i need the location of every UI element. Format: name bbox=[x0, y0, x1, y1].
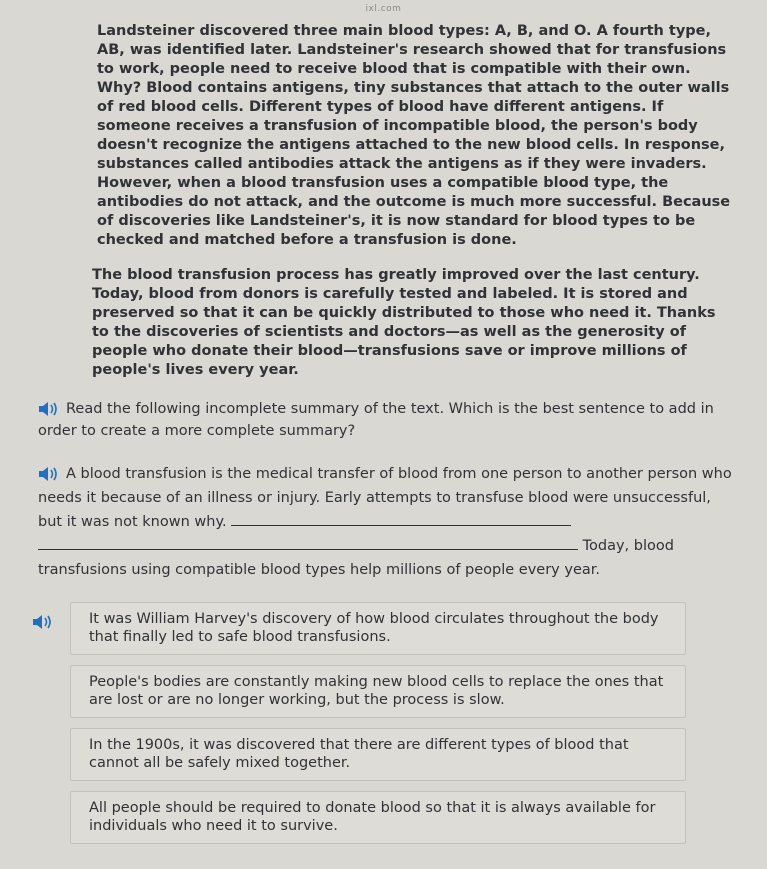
answer-choice-2[interactable]: People's bodies are constantly making new blood cells to replace the ones that are lost or are no longer working, but the process is slow. bbox=[70, 665, 686, 718]
site-domain: ixl.com bbox=[365, 4, 402, 14]
summary-text-part-2: Today, blood transfusions using compatible blood types help millions of people every year. bbox=[38, 538, 674, 578]
speaker-icon[interactable] bbox=[38, 401, 60, 417]
incomplete-summary bbox=[38, 462, 738, 582]
answer-choice-4[interactable]: All people should be required to donate blood so that it is always available for individuals who need it to survive. bbox=[70, 791, 686, 844]
passage-text-2: The blood transfusion process has greatly improved over the last century. Today, blood from donors is carefully tested and labeled. It is stored and preserved so that it can be quickly distributed to those who need it. Thanks to the discoveries of scientists and doctors—as well as the generosity of people who donate their blood—transfusions save or improve millions of people's lives every year. bbox=[92, 267, 716, 378]
choice-row-4 bbox=[30, 791, 700, 844]
speaker-icon[interactable] bbox=[38, 466, 60, 482]
summary-blank-line bbox=[231, 524, 571, 526]
passage-paragraph-2 bbox=[92, 266, 722, 380]
summary-blank-line-continued bbox=[38, 548, 578, 550]
question-text: Read the following incomplete summary of the text. Which is the best sentence to add in order to create a more complete summary? bbox=[38, 401, 714, 439]
choice-row-1 bbox=[30, 602, 700, 655]
choice-row-3 bbox=[30, 728, 700, 781]
choice-row-2 bbox=[30, 665, 700, 718]
summary-text-part-1: A blood transfusion is the medical transfer of blood from one person to another person who needs it because of an illness or injury. Early attempts to transfuse blood were unsuccessful, but it was not known why. bbox=[38, 466, 732, 530]
passage-text-1: Landsteiner discovered three main blood types: A, B, and O. A fourth type, AB, was identified later. Landsteiner's research showed that for transfusions to work, people need to receive blood that is compatible with their own. Why? Blood contains antigens, tiny substances that attach to the outer walls of red blood cells. Different types of blood have different antigens. If someone receives a transfusion of incompatible blood, the person's body doesn't recognize the antigens attached to the new blood cells. In response, substances called antibodies attack the antigens as if they were invaders. However, when a blood transfusion uses a compatible blood type, the antibodies do not attack, and the outcome is much more successful. Because of discoveries like Landsteiner's, it is now standard for blood types to be checked and matched before a transfusion is done. bbox=[97, 23, 731, 248]
answer-choices bbox=[30, 602, 700, 854]
speaker-icon[interactable] bbox=[32, 614, 54, 630]
passage-paragraph-1 bbox=[97, 22, 733, 250]
answer-choice-3[interactable]: In the 1900s, it was discovered that there are different types of blood that cannot all be safely mixed together. bbox=[70, 728, 686, 781]
question-prompt bbox=[38, 398, 738, 442]
answer-choice-1[interactable]: It was William Harvey's discovery of how blood circulates throughout the body that finally led to safe blood transfusions. bbox=[70, 602, 686, 655]
